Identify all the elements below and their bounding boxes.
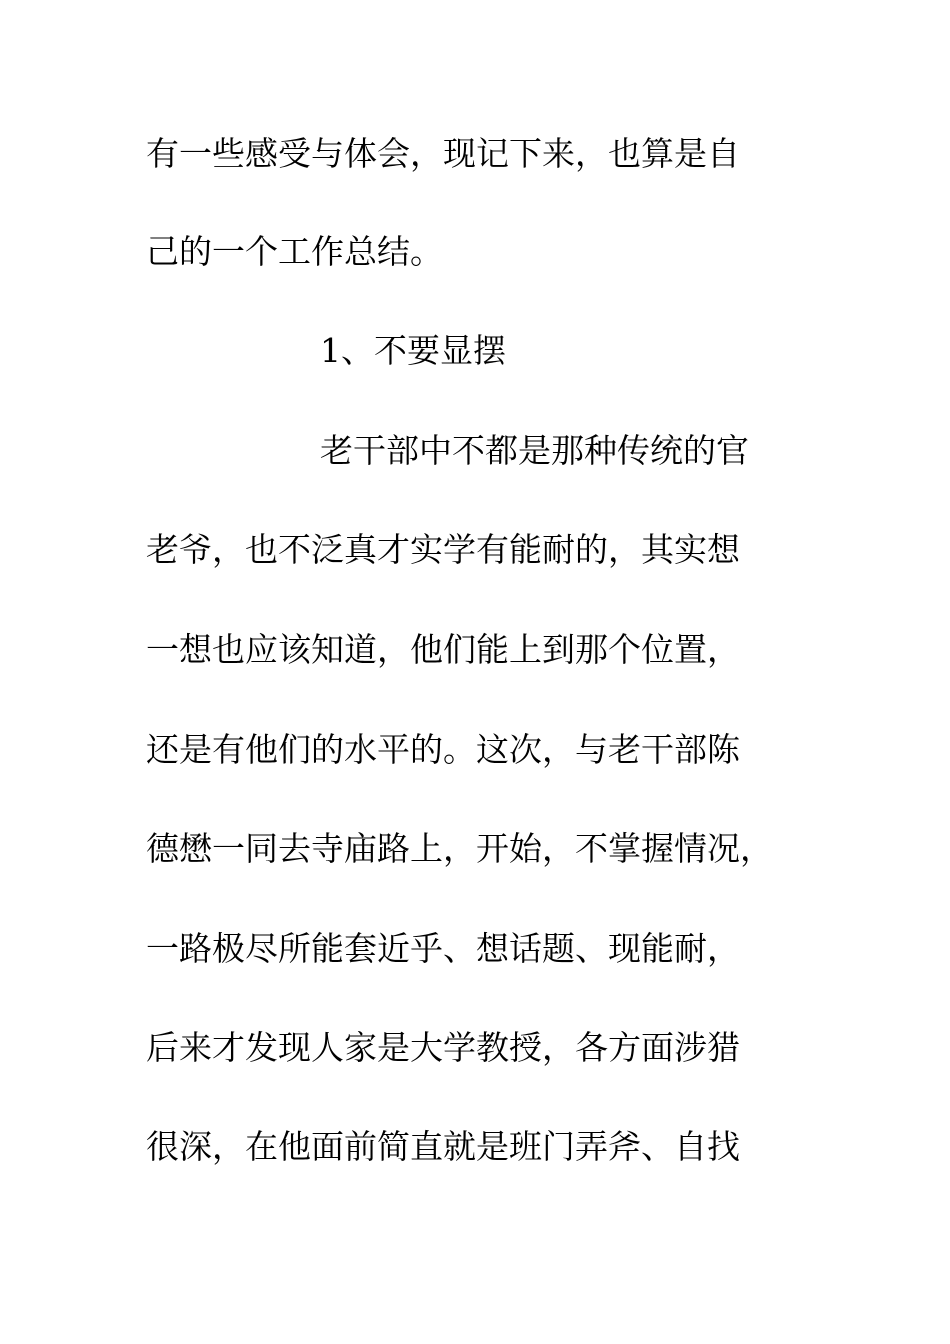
text-line: 还是有他们的水平的。这次，与老干部陈 [146, 730, 740, 769]
section-heading: 1、不要显摆 [320, 331, 506, 370]
text-line: 己的一个工作总结。 [146, 232, 443, 271]
paragraph-first-line: 老干部中不都是那种传统的官 [320, 431, 749, 470]
text-line: 老爷，也不泛真才实学有能耐的，其实想 [146, 530, 740, 569]
text-line: 一想也应该知道，他们能上到那个位置， [146, 630, 740, 669]
text-line: 后来才发现人家是大学教授，各方面涉猎 [146, 1028, 740, 1067]
text-line: 德懋一同去寺庙路上，开始，不掌握情况， [146, 829, 773, 868]
text-line: 有一些感受与体会，现记下来，也算是自 [146, 134, 740, 173]
text-line: 很深，在他面前简直就是班门弄斧、自找 [146, 1127, 740, 1166]
text-line: 一路极尽所能套近乎、想话题、现能耐， [146, 929, 740, 968]
